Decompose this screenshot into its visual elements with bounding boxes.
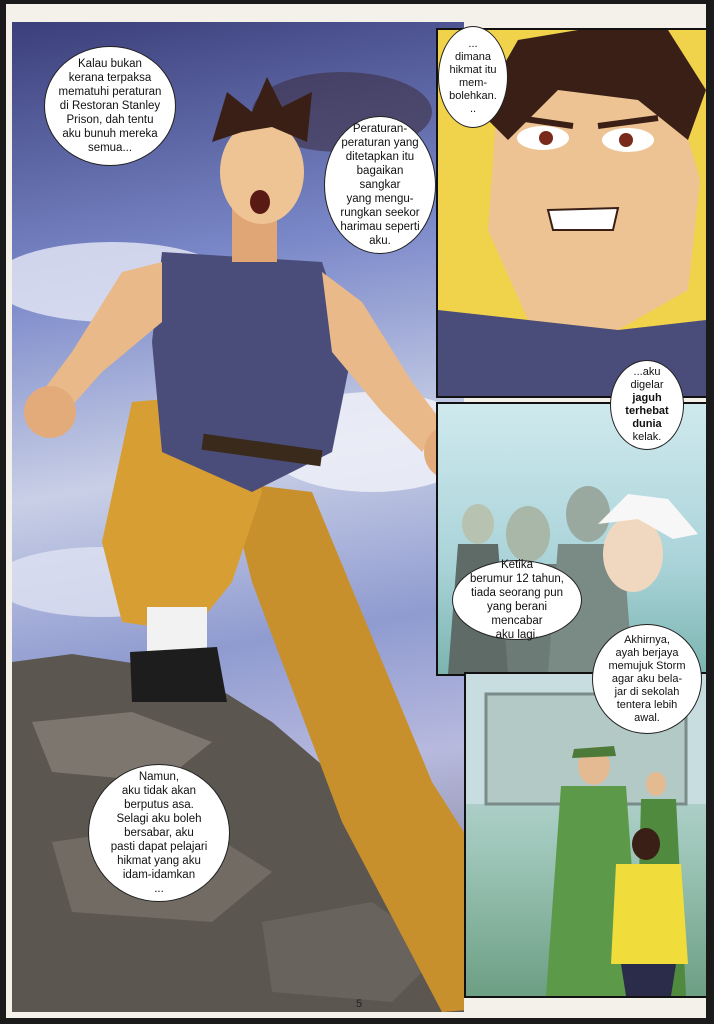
page-number: 5 <box>356 998 363 1010</box>
speech-bubble-2: Peraturan- peraturan yang ditetapkan itu bagaikan sangkar yang mengu- rungkan seekor harimau seperti aku. <box>324 116 436 254</box>
speech-bubble-7: Namun, aku tidak akan berputus asa. Selagi aku boleh bersabar, aku pasti dapat pelajari hikmat yang aku idam-idamkan ... <box>88 764 230 902</box>
bubble-4-emphasis: jaguh terhebat dunia <box>625 392 669 430</box>
speech-bubble-5: Ketika berumur 12 tahun, tiada seorang pun yang berani mencabar aku lagi. <box>452 560 582 640</box>
hero-left-fist <box>24 386 76 438</box>
bubble-4-post: kelak. <box>632 431 662 443</box>
bubble-4-pre: ...aku digelar <box>630 366 664 391</box>
hero-boot <box>130 647 227 702</box>
speech-bubble-1: Kalau bukan kerana terpaksa mematuhi peraturan di Restoran Stanley Prison, dah tentu aku bunuh mereka semua... <box>44 46 176 166</box>
speech-bubble-6: Akhirnya, ayah berjaya memujuk Storm agar aku bela- jar di sekolah tentera lebih awal. <box>592 624 702 734</box>
comic-page <box>6 4 706 1018</box>
speech-bubble-4 <box>610 360 684 450</box>
boy-shirt <box>611 864 688 964</box>
speech-bubble-3: ... dimana hikmat itu mem- bolehkan. .. <box>438 26 508 128</box>
